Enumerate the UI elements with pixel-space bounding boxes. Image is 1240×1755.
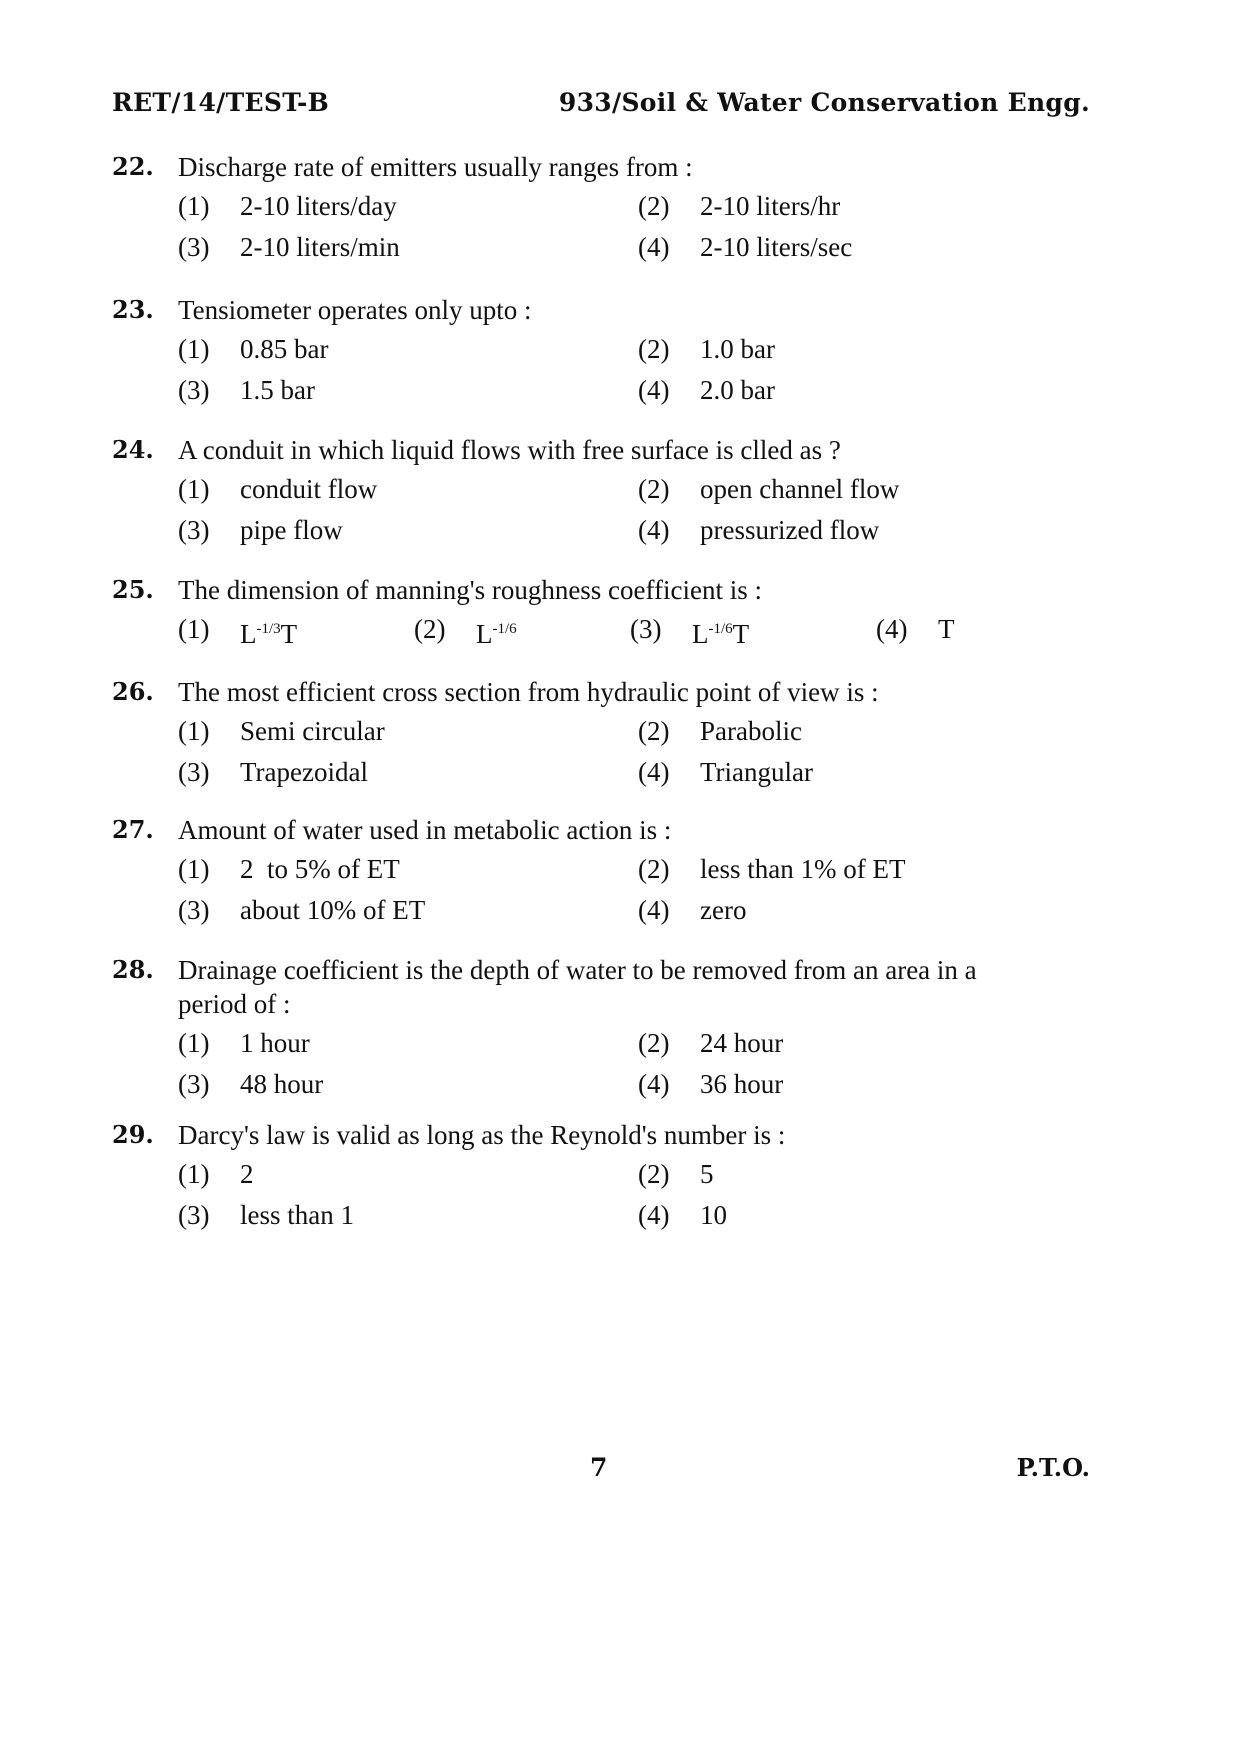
- question-text: The dimension of manning's roughness coefficient is :: [178, 575, 763, 605]
- option-label: (1): [178, 334, 210, 364]
- options-list: [178, 329, 1112, 411]
- option-text: 2-10 liters/hr: [700, 191, 841, 221]
- option-label: (3): [178, 515, 210, 545]
- option-label: (2): [638, 334, 670, 364]
- option-text: about 10% of ET: [240, 895, 426, 925]
- option-text: 24 hour: [700, 1028, 784, 1058]
- options-list: [178, 186, 1112, 268]
- option: [876, 609, 1076, 655]
- test-code: RET/14/TEST-B: [112, 88, 330, 117]
- option: [638, 711, 1098, 752]
- option-label: (3): [178, 1069, 210, 1099]
- option: [178, 329, 638, 370]
- option-label: (3): [178, 232, 210, 262]
- option-label: (3): [630, 614, 662, 644]
- option-label: (4): [876, 614, 908, 644]
- question-28: [112, 953, 1112, 1105]
- option-label: (4): [638, 1200, 670, 1230]
- question-text: Drainage coefficient is the depth of water to be removed from an area in a period of :: [178, 955, 977, 1019]
- option-text: less than 1% of ET: [700, 854, 906, 884]
- option: [630, 609, 876, 655]
- option-text: $L^{-1/6}$: [476, 619, 517, 649]
- options-list: [178, 1154, 1112, 1236]
- option-label: (2): [638, 1028, 670, 1058]
- question-text: Discharge rate of emitters usually ranges from :: [178, 152, 693, 182]
- pto-label: P.T.O.: [1016, 1453, 1090, 1482]
- option: [638, 227, 1098, 268]
- option-text: Trapezoidal: [240, 757, 368, 787]
- option-text: $L^{-1/3}T$: [240, 619, 298, 649]
- question-number: 25.: [112, 575, 154, 604]
- option-text: open channel flow: [700, 474, 900, 504]
- question-text: A conduit in which liquid flows with free surface is clled as ?: [178, 435, 841, 465]
- question-number: 23.: [112, 295, 154, 324]
- option: [178, 1023, 638, 1064]
- option: [178, 1064, 638, 1105]
- option: [638, 469, 1098, 510]
- option-text: 36 hour: [700, 1069, 784, 1099]
- option-text: T: [938, 614, 955, 644]
- option-text: Semi circular: [240, 716, 385, 746]
- option: [178, 711, 638, 752]
- option-text: 2-10 liters/min: [240, 232, 400, 262]
- option: [638, 752, 1098, 793]
- option-label: (3): [178, 895, 210, 925]
- option-label: (4): [638, 375, 670, 405]
- question-number: 28.: [112, 955, 154, 984]
- option: [178, 609, 414, 655]
- option-text: 0.85 bar: [240, 334, 329, 364]
- option: [638, 890, 1098, 931]
- option: [638, 1064, 1098, 1105]
- option-label: (1): [178, 716, 210, 746]
- option-label: (1): [178, 614, 210, 644]
- option-text: 5: [700, 1159, 714, 1189]
- question-number: 22.: [112, 152, 154, 181]
- option-text: Parabolic: [700, 716, 802, 746]
- question-29: [112, 1118, 1112, 1236]
- option-label: (2): [638, 1159, 670, 1189]
- page-header: [112, 88, 1090, 117]
- options-list: [178, 609, 1112, 655]
- question-text: Darcy's law is valid as long as the Reynold's number is :: [178, 1120, 786, 1150]
- option: [178, 186, 638, 227]
- option-text: $L^{-1/6}T$: [692, 619, 750, 649]
- option: [638, 186, 1098, 227]
- option-label: (1): [178, 1028, 210, 1058]
- option: [638, 510, 1098, 551]
- option: [638, 849, 1098, 890]
- option-label: (3): [178, 757, 210, 787]
- question-27: [112, 813, 1112, 931]
- question-26: [112, 675, 1112, 793]
- page-number: 7: [590, 1453, 608, 1482]
- options-list: [178, 469, 1112, 551]
- question-number: 27.: [112, 815, 154, 844]
- option-text: 2-10 liters/day: [240, 191, 397, 221]
- option-text: 48 hour: [240, 1069, 324, 1099]
- option-label: (4): [638, 895, 670, 925]
- option-label: (1): [178, 854, 210, 884]
- option-label: (1): [178, 191, 210, 221]
- question-number: 24.: [112, 435, 154, 464]
- option-label: (4): [638, 232, 670, 262]
- option: [414, 609, 630, 655]
- options-list: [178, 849, 1112, 931]
- option: [638, 370, 1098, 411]
- option-label: (4): [638, 1069, 670, 1099]
- option-label: (2): [414, 614, 446, 644]
- question-text: Tensiometer operates only upto :: [178, 295, 532, 325]
- option-label: (2): [638, 474, 670, 504]
- option: [638, 1195, 1098, 1236]
- options-list: [178, 1023, 1112, 1105]
- question-text: Amount of water used in metabolic action is :: [178, 815, 672, 845]
- option: [178, 890, 638, 931]
- question-number: 26.: [112, 677, 154, 706]
- option-text: 2-10 liters/sec: [700, 232, 853, 262]
- option-text: 2.0 bar: [700, 375, 775, 405]
- option-text: 1.5 bar: [240, 375, 315, 405]
- options-list: [178, 711, 1112, 793]
- option-text: conduit flow: [240, 474, 378, 504]
- option-text: less than 1: [240, 1200, 354, 1230]
- option: [178, 227, 638, 268]
- option-text: 1 hour: [240, 1028, 310, 1058]
- option: [178, 469, 638, 510]
- option-text: 10: [700, 1200, 727, 1230]
- option: [638, 329, 1098, 370]
- question-number: 29.: [112, 1120, 154, 1149]
- option-text: Triangular: [700, 757, 813, 787]
- option-label: (2): [638, 191, 670, 221]
- option-text: pipe flow: [240, 515, 343, 545]
- option-label: (3): [178, 375, 210, 405]
- subject-title: 933/Soil & Water Conservation Engg.: [558, 88, 1090, 117]
- option-label: (4): [638, 757, 670, 787]
- option-text: 2 to 5% of ET: [240, 854, 400, 884]
- option-text: zero: [700, 895, 747, 925]
- question-23: [112, 293, 1112, 411]
- option: [638, 1023, 1098, 1064]
- option: [178, 510, 638, 551]
- question-text: The most efficient cross section from hydraulic point of view is :: [178, 677, 879, 707]
- option-text: pressurized flow: [700, 515, 880, 545]
- option: [178, 370, 638, 411]
- option-label: (4): [638, 515, 670, 545]
- option-label: (2): [638, 716, 670, 746]
- option: [178, 849, 638, 890]
- option-label: (1): [178, 1159, 210, 1189]
- option: [178, 1154, 638, 1195]
- option: [638, 1154, 1098, 1195]
- option-text: 2: [240, 1159, 254, 1189]
- option-text: 1.0 bar: [700, 334, 775, 364]
- question-22: [112, 150, 1112, 268]
- option-label: (2): [638, 854, 670, 884]
- option: [178, 1195, 638, 1236]
- option: [178, 752, 638, 793]
- question-25: [112, 573, 1112, 655]
- option-label: (1): [178, 474, 210, 504]
- option-label: (3): [178, 1200, 210, 1230]
- question-24: [112, 433, 1112, 551]
